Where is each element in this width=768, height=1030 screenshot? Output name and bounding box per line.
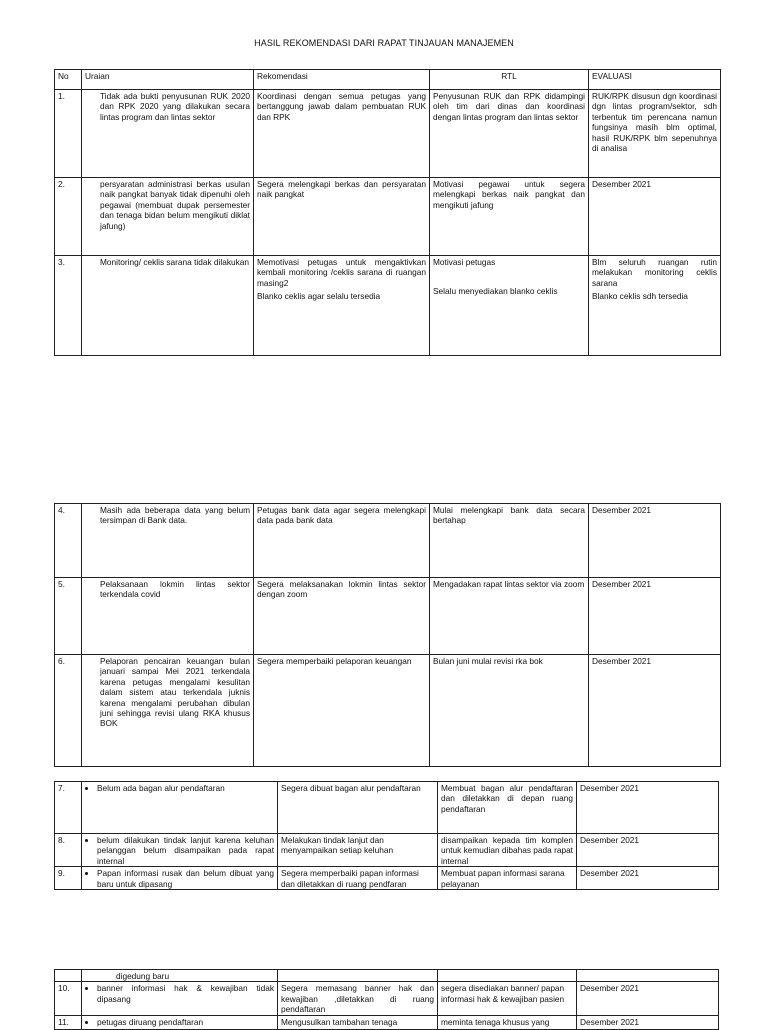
- row-rekomendasi: Mengusulkan tambahan tenaga: [278, 1015, 438, 1029]
- rekomendasi-text: Memotivasi petugas untuk mengaktivkan kembali monitoring /ceklis sarana di ruangan masing2: [257, 257, 426, 288]
- recommendation-table-1: [54, 69, 721, 356]
- row-evaluasi: Desember 2021: [589, 578, 721, 655]
- list-item: • petugas diruang pendaftaran: [97, 1017, 274, 1027]
- row-rekomendasi: Segera memperbaiki papan informasi dan diletakkan di ruang pendfaran: [278, 867, 438, 890]
- row-evaluasi: Desember 2021: [577, 782, 719, 834]
- recommendation-table-2: [54, 503, 721, 767]
- row-rtl: Membuat bagan alur pendaftaran dan diletakkan di depan ruang pendaftaran: [438, 782, 577, 834]
- row-rekomendasi: Segera memperbaiki pelaporan keuangan: [254, 655, 430, 767]
- header-rekomendasi: Rekomendasi: [254, 70, 430, 90]
- header-uraian: Uraian: [82, 70, 254, 90]
- row-rtl: Penyusunan RUK dan RPK didampingi oleh tim dari dinas dan koordinasi dengan lintas program dan lintas sektor: [430, 90, 589, 178]
- row-uraian: [82, 982, 278, 1015]
- row-no: 10.: [55, 982, 82, 1015]
- row-no: 5.: [55, 578, 82, 655]
- list-item: • Belum ada bagan alur pendaftaran: [97, 783, 274, 793]
- row-rtl: Mulai melengkapi bank data secara bertahap: [430, 504, 589, 578]
- row-rtl: Mengadakan rapat lintas sektor via zoom: [430, 578, 589, 655]
- row-evaluasi: Desember 2021: [589, 504, 721, 578]
- row-rekomendasi: Segera memasang banner hak dan kewajiban ,diletakkan di ruang pendaftaran: [278, 982, 438, 1015]
- table-row: [55, 867, 719, 890]
- row-rekomendasi: [254, 256, 430, 356]
- list-item: • belum dilakukan tindak lanjut karena keluhan pelanggan belum disampaikan pada rapat internal: [97, 835, 274, 866]
- rtl-text: Motivasi petugas: [433, 257, 496, 267]
- row-rtl: Bulan juni mulai revisi rka bok: [430, 655, 589, 767]
- row-rtl: meminta tenaga khusus yang: [438, 1015, 577, 1029]
- row-no: 9.: [55, 867, 82, 890]
- table-row-continuation: [55, 970, 719, 982]
- row-rtl: Membuat papan informasi sarana pelayanan: [438, 867, 577, 890]
- row-no: 6.: [55, 655, 82, 767]
- row-no: 4.: [55, 504, 82, 578]
- row-uraian: [82, 867, 278, 890]
- row-evaluasi: [589, 256, 721, 356]
- row-no: 2.: [55, 178, 82, 256]
- rtl-text-2: Selalu menyediakan blanko ceklis: [433, 286, 558, 297]
- table-header-row: [55, 70, 721, 90]
- row-evaluasi: Desember 2021: [577, 834, 719, 867]
- row-no: 8.: [55, 834, 82, 867]
- row-no: 3.: [55, 256, 82, 356]
- table-row: [55, 834, 719, 867]
- row-uraian: persyaratan administrasi berkas usulan naik pangkat banyak tidak dipenuhi oleh pegawai (membuat dupak persemester dan tenaga bidan belum mengikuti diklat jafung): [82, 178, 254, 256]
- table-row: [55, 982, 719, 1015]
- table-row: [55, 256, 721, 356]
- row-evaluasi: Desember 2021: [589, 655, 721, 767]
- evaluasi-text: Blm seluruh ruangan rutin melakukan monitoring ceklis sarana: [592, 257, 717, 288]
- header-rtl: RTL: [430, 70, 589, 90]
- header-no: No: [55, 70, 82, 90]
- row-rtl: Motivasi pegawai untuk segera melengkapi berkas naik pangkat dan mengikuti jafung: [430, 178, 589, 256]
- row-evaluasi: Desember 2021: [577, 867, 719, 890]
- row-uraian: Pelaporan pencairan keuangan bulan januari sampai Mei 2021 terkendala karena petugas mengalami kesulitan dalam sistem atau terkendala juknis karena mengalami perubahan dibulan juni sehingga revisi ulang RKA khusus BOK: [82, 655, 254, 767]
- table-row: [55, 1015, 719, 1029]
- document-title: HASIL REKOMENDASI DARI RAPAT TINJAUAN MANAJEMEN: [254, 38, 514, 48]
- row-rekomendasi: Melakukan tindak lanjut dan menyampaikan setiap keluhan: [278, 834, 438, 867]
- row-uraian: Pelaksanaan lokmin lintas sektor terkendala covid: [82, 578, 254, 655]
- row-uraian: Monitoring/ ceklis sarana tidak dilakukan: [82, 256, 254, 356]
- table-row: [55, 578, 721, 655]
- list-item: • Papan informasi rusak dan belum dibuat yang baru untuk dipasang: [97, 868, 274, 889]
- table-row: [55, 178, 721, 256]
- row-rekomendasi: Segera melaksanakan lokmin lintas sektor dengan zoom: [254, 578, 430, 655]
- row-no: 11.: [55, 1015, 82, 1029]
- row-rtl: segera disediakan banner/ papan informasi hak & kewajiban pasien: [438, 982, 577, 1015]
- table-row: [55, 782, 719, 834]
- row-uraian: Tidak ada bukti penyusunan RUK 2020 dan RPK 2020 yang dilakukan secara lintas program dan lintas sektor: [82, 90, 254, 178]
- row-evaluasi: Desember 2021: [577, 982, 719, 1015]
- table-row: [55, 504, 721, 578]
- row-rtl: [430, 256, 589, 356]
- row-evaluasi: Desember 2021: [577, 1015, 719, 1029]
- list-item: • banner informasi hak & kewajiban tidak dipasang: [97, 983, 274, 1004]
- row-evaluasi: RUK/RPK disusun dgn koordinasi dgn lintas program/sektor, sdh terbentuk tim perencana namun fungsinya masih blm optimal, hasil RUK/RPK blm sepenuhnya di analisa: [589, 90, 721, 178]
- recommendation-table-3: [54, 781, 719, 890]
- row-no: 7.: [55, 782, 82, 834]
- row-uraian: Masih ada beberapa data yang belum tersimpan di Bank data.: [82, 504, 254, 578]
- evaluasi-text-2: Blanko ceklis sdh tersedia: [592, 291, 688, 302]
- row-uraian: [82, 834, 278, 867]
- row-evaluasi: Desember 2021: [589, 178, 721, 256]
- row-uraian: digedung baru: [82, 970, 278, 982]
- row-no: 1.: [55, 90, 82, 178]
- row-rekomendasi: Koordinasi dengan semua petugas yang bertanggung jawab dalam pembuatan RUK dan RPK: [254, 90, 430, 178]
- row-uraian: [82, 1015, 278, 1029]
- row-rekomendasi: Petugas bank data agar segera melengkapi data pada bank data: [254, 504, 430, 578]
- table-row: [55, 655, 721, 767]
- row-uraian: [82, 782, 278, 834]
- row-rekomendasi: Segera dibuat bagan alur pendaftaran: [278, 782, 438, 834]
- row-rtl: disampaikan kepada tim komplen untuk kemudian dibahas pada rapat internal: [438, 834, 577, 867]
- table-row: [55, 90, 721, 178]
- recommendation-table-4: [54, 969, 719, 1030]
- rekomendasi-text-2: Blanko ceklis agar selalu tersedia: [257, 291, 381, 302]
- header-evaluasi: EVALUASI: [589, 70, 721, 90]
- row-rekomendasi: Segera melengkapi berkas dan persyaratan naik pangkat: [254, 178, 430, 256]
